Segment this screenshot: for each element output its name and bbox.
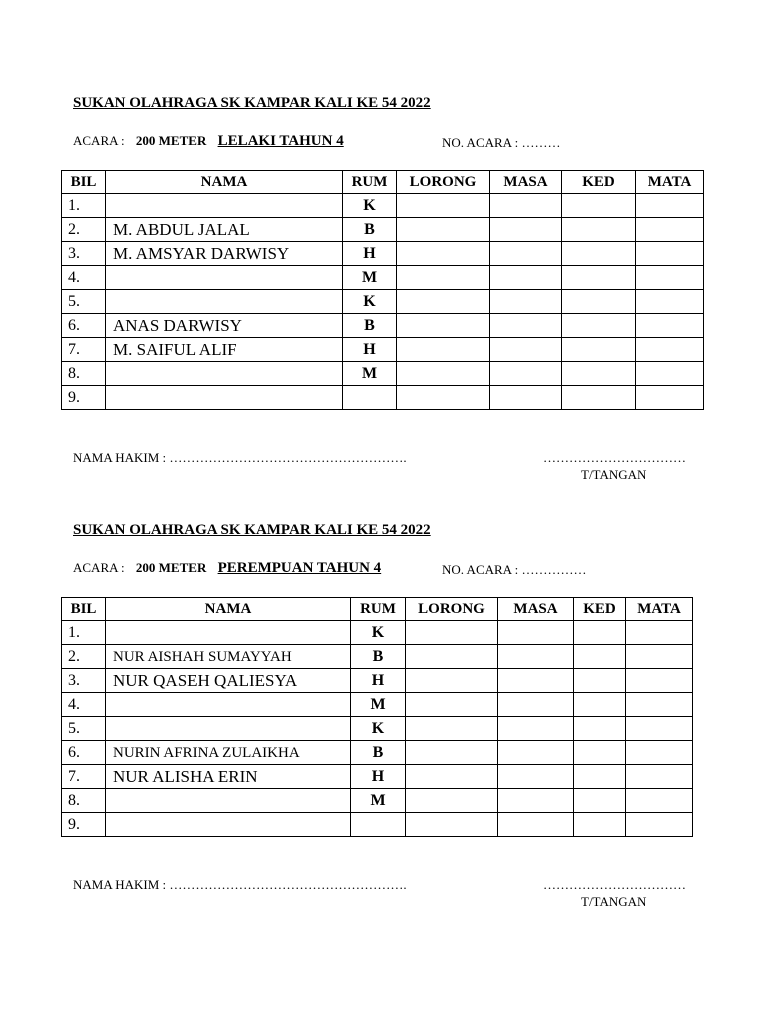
rum-cell: B (351, 645, 406, 669)
lorong-cell[interactable] (397, 266, 490, 290)
ked-cell[interactable] (562, 266, 636, 290)
ked-cell[interactable] (574, 813, 626, 837)
bil-cell: 2. (62, 218, 106, 242)
header-ked: KED (574, 598, 626, 621)
ked-cell[interactable] (562, 218, 636, 242)
bil-cell: 7. (62, 338, 106, 362)
masa-cell[interactable] (498, 645, 574, 669)
mata-cell[interactable] (636, 386, 704, 410)
lorong-cell[interactable] (406, 621, 498, 645)
bil-cell: 5. (62, 290, 106, 314)
rum-cell: M (343, 266, 397, 290)
signature-label: T/TANGAN (581, 467, 647, 482)
masa-cell[interactable] (490, 314, 562, 338)
nama-cell[interactable] (106, 789, 351, 813)
masa-cell[interactable] (490, 362, 562, 386)
bil-cell: 8. (62, 362, 106, 386)
rum-cell: B (343, 218, 397, 242)
bil-cell: 4. (62, 693, 106, 717)
nama-cell[interactable] (106, 290, 343, 314)
rum-cell: K (351, 717, 406, 741)
table-row (62, 314, 704, 338)
rum-cell: K (343, 290, 397, 314)
table-row (62, 386, 704, 410)
masa-cell[interactable] (498, 813, 574, 837)
header-bil: BIL (62, 171, 106, 194)
rum-cell: H (343, 242, 397, 266)
masa-cell[interactable] (498, 717, 574, 741)
nama-cell[interactable]: NUR QASEH QALIESYA (106, 669, 351, 693)
masa-cell[interactable] (490, 386, 562, 410)
rum-cell: M (343, 362, 397, 386)
table-row (62, 218, 704, 242)
ked-cell[interactable] (562, 194, 636, 218)
header-mata: MATA (626, 598, 693, 621)
ked-cell[interactable] (562, 290, 636, 314)
table-row (62, 645, 693, 669)
nama-cell[interactable] (106, 194, 343, 218)
ked-cell[interactable] (574, 621, 626, 645)
mata-cell[interactable] (626, 645, 693, 669)
table-row (62, 813, 693, 837)
mata-cell[interactable] (626, 741, 693, 765)
header-nama: NAMA (106, 171, 343, 194)
acara-label: ACARA : (73, 560, 125, 575)
header-lorong: LORONG (406, 598, 498, 621)
result-table (61, 597, 693, 837)
rum-cell: B (343, 314, 397, 338)
rum-cell: M (351, 693, 406, 717)
nama-cell[interactable] (106, 717, 351, 741)
mata-cell[interactable] (626, 813, 693, 837)
masa-cell[interactable] (498, 741, 574, 765)
mata-cell[interactable] (626, 717, 693, 741)
header-row (62, 598, 693, 621)
ked-cell[interactable] (562, 338, 636, 362)
header-rum: RUM (351, 598, 406, 621)
rum-cell: H (351, 669, 406, 693)
lorong-cell[interactable] (406, 741, 498, 765)
mata-cell[interactable] (636, 290, 704, 314)
bil-cell: 9. (62, 386, 106, 410)
nama-cell[interactable]: M. SAIFUL ALIF (106, 338, 343, 362)
table-row (62, 290, 704, 314)
signature-label: T/TANGAN (581, 894, 647, 909)
header-mata: MATA (636, 171, 704, 194)
masa-cell[interactable] (490, 338, 562, 362)
masa-cell[interactable] (490, 290, 562, 314)
lorong-cell[interactable] (406, 669, 498, 693)
masa-cell[interactable] (490, 242, 562, 266)
table-row (62, 266, 704, 290)
nama-cell[interactable]: ANAS DARWISY (106, 314, 343, 338)
table-row (62, 741, 693, 765)
nama-cell[interactable]: NUR AISHAH SUMAYYAH (106, 645, 351, 669)
signature-line: …………………………… (543, 877, 686, 892)
mata-cell[interactable] (636, 314, 704, 338)
nama-cell[interactable] (106, 621, 351, 645)
signature-line: …………………………… (543, 450, 686, 465)
lorong-cell[interactable] (406, 813, 498, 837)
mata-cell[interactable] (626, 693, 693, 717)
ked-cell[interactable] (574, 765, 626, 789)
table-row (62, 693, 693, 717)
ked-cell[interactable] (574, 717, 626, 741)
ked-cell[interactable] (574, 741, 626, 765)
bil-cell: 1. (62, 621, 106, 645)
header-masa: MASA (498, 598, 574, 621)
bil-cell: 7. (62, 765, 106, 789)
masa-cell[interactable] (498, 621, 574, 645)
nama-cell[interactable] (106, 362, 343, 386)
masa-cell[interactable] (490, 266, 562, 290)
header-rum: RUM (343, 171, 397, 194)
acara-event: LELAKI TAHUN 4 (217, 133, 344, 149)
bil-cell: 8. (62, 789, 106, 813)
bil-cell: 9. (62, 813, 106, 837)
bil-cell: 1. (62, 194, 106, 218)
lorong-cell[interactable] (406, 717, 498, 741)
mata-cell[interactable] (626, 789, 693, 813)
acara-label: ACARA : (73, 133, 125, 148)
form-title: SUKAN OLAHRAGA SK KAMPAR KALI KE 54 2022 (73, 522, 431, 538)
masa-cell[interactable] (498, 789, 574, 813)
mata-cell[interactable] (626, 765, 693, 789)
masa-cell[interactable] (490, 218, 562, 242)
no-acara: NO. ACARA : …………… (442, 562, 587, 577)
mata-cell[interactable] (636, 242, 704, 266)
rum-cell: H (351, 765, 406, 789)
bil-cell: 4. (62, 266, 106, 290)
table-row (62, 669, 693, 693)
lorong-cell[interactable] (397, 386, 490, 410)
mata-cell[interactable] (626, 669, 693, 693)
no-acara: NO. ACARA : ……… (442, 135, 561, 150)
bil-cell: 3. (62, 669, 106, 693)
header-masa: MASA (490, 171, 562, 194)
nama-hakim: NAMA HAKIM : ………………………………………………. (73, 450, 407, 465)
ked-cell[interactable] (562, 386, 636, 410)
table-row (62, 621, 693, 645)
table-row (62, 338, 704, 362)
table-row (62, 362, 704, 386)
rum-cell (351, 813, 406, 837)
rum-cell: B (351, 741, 406, 765)
nama-cell[interactable]: NURIN AFRINA ZULAIKHA (106, 741, 351, 765)
acara-distance: 200 METER (135, 133, 207, 148)
nama-cell[interactable] (106, 266, 343, 290)
nama-hakim: NAMA HAKIM : ………………………………………………. (73, 877, 407, 892)
lorong-cell[interactable] (397, 290, 490, 314)
header-ked: KED (562, 171, 636, 194)
nama-cell[interactable]: M. AMSYAR DARWISY (106, 242, 343, 266)
ked-cell[interactable] (562, 314, 636, 338)
rum-cell: H (343, 338, 397, 362)
mata-cell[interactable] (636, 218, 704, 242)
table-row (62, 765, 693, 789)
bil-cell: 3. (62, 242, 106, 266)
bil-cell: 2. (62, 645, 106, 669)
rum-cell: M (351, 789, 406, 813)
table-row (62, 717, 693, 741)
lorong-cell[interactable] (406, 645, 498, 669)
table-row (62, 789, 693, 813)
lorong-cell[interactable] (406, 789, 498, 813)
mata-cell[interactable] (636, 194, 704, 218)
form-title: SUKAN OLAHRAGA SK KAMPAR KALI KE 54 2022 (73, 95, 431, 111)
mata-cell[interactable] (636, 338, 704, 362)
lorong-cell[interactable] (397, 194, 490, 218)
nama-cell[interactable]: M. ABDUL JALAL (106, 218, 343, 242)
acara-line (73, 560, 381, 577)
rum-cell (343, 386, 397, 410)
ked-cell[interactable] (562, 242, 636, 266)
ked-cell[interactable] (574, 789, 626, 813)
result-table (61, 170, 704, 410)
bil-cell: 5. (62, 717, 106, 741)
masa-cell[interactable] (490, 194, 562, 218)
bil-cell: 6. (62, 314, 106, 338)
header-nama: NAMA (106, 598, 351, 621)
masa-cell[interactable] (498, 669, 574, 693)
bil-cell: 6. (62, 741, 106, 765)
ked-cell[interactable] (562, 362, 636, 386)
acara-event: PEREMPUAN TAHUN 4 (217, 560, 382, 576)
header-bil: BIL (62, 598, 106, 621)
rum-cell: K (351, 621, 406, 645)
ked-cell[interactable] (574, 669, 626, 693)
lorong-cell[interactable] (397, 338, 490, 362)
lorong-cell[interactable] (397, 362, 490, 386)
lorong-cell[interactable] (406, 693, 498, 717)
ked-cell[interactable] (574, 645, 626, 669)
ked-cell[interactable] (574, 693, 626, 717)
lorong-cell[interactable] (397, 242, 490, 266)
nama-cell[interactable] (106, 693, 351, 717)
lorong-cell[interactable] (397, 314, 490, 338)
lorong-cell[interactable] (397, 218, 490, 242)
masa-cell[interactable] (498, 693, 574, 717)
header-lorong: LORONG (397, 171, 490, 194)
nama-cell[interactable] (106, 813, 351, 837)
acara-line (73, 133, 344, 150)
header-row (62, 171, 704, 194)
nama-cell[interactable] (106, 386, 343, 410)
mata-cell[interactable] (636, 266, 704, 290)
table-row (62, 194, 704, 218)
nama-cell[interactable]: NUR ALISHA ERIN (106, 765, 351, 789)
masa-cell[interactable] (498, 765, 574, 789)
acara-distance: 200 METER (135, 560, 207, 575)
mata-cell[interactable] (626, 621, 693, 645)
mata-cell[interactable] (636, 362, 704, 386)
lorong-cell[interactable] (406, 765, 498, 789)
rum-cell: K (343, 194, 397, 218)
table-row (62, 242, 704, 266)
